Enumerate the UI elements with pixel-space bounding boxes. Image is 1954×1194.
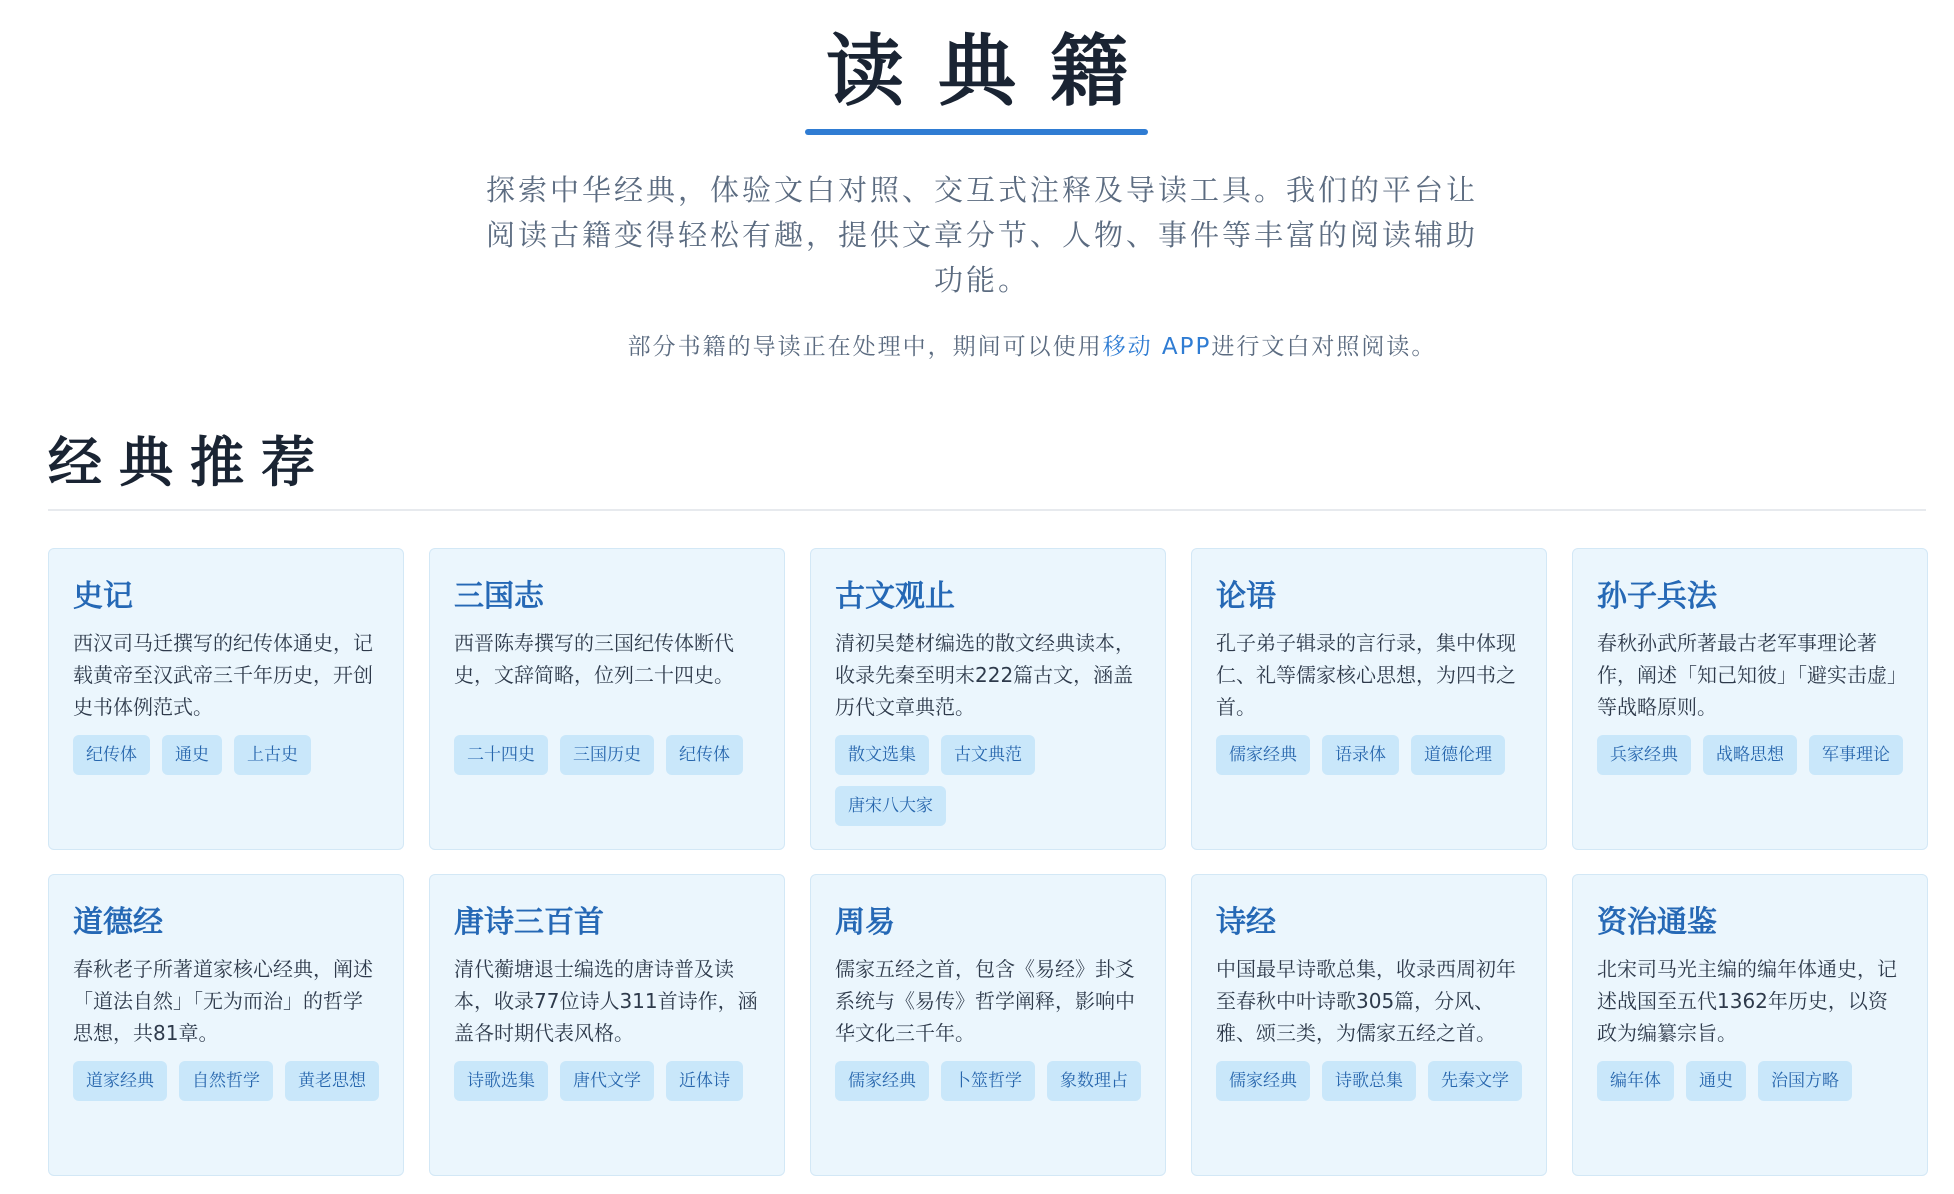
book-tag[interactable]: 兵家经典 xyxy=(1597,735,1691,775)
book-description: 西晋陈寿撰写的三国纪传体断代史，文辞简略，位列二十四史。 xyxy=(454,631,734,687)
section-divider xyxy=(48,509,1926,511)
book-tag[interactable]: 道德伦理 xyxy=(1411,735,1505,775)
book-tag[interactable]: 先秦文学 xyxy=(1428,1061,1522,1101)
section-title: 经典推荐 xyxy=(48,431,332,494)
book-tag[interactable]: 军事理论 xyxy=(1809,735,1903,775)
book-tag[interactable]: 战略思想 xyxy=(1703,735,1797,775)
book-tag[interactable]: 儒家经典 xyxy=(835,1061,929,1101)
book-tag[interactable]: 儒家经典 xyxy=(1216,1061,1310,1101)
book-tags xyxy=(1216,735,1522,775)
site-title: 读典籍 xyxy=(825,27,1162,117)
book-tag[interactable]: 纪传体 xyxy=(73,735,150,775)
book-title[interactable]: 道德经 xyxy=(73,905,163,940)
book-tag[interactable]: 古文典范 xyxy=(941,735,1035,775)
book-description: 儒家五经之首，包含《易经》卦爻系统与《易传》哲学阐释，影响中华文化三千年。 xyxy=(835,957,1135,1045)
book-description: 清初吴楚材编选的散文经典读本，收录先秦至明末222篇古文，涵盖历代文章典范。 xyxy=(835,631,1135,719)
book-title[interactable]: 周易 xyxy=(835,905,895,940)
book-title[interactable]: 资治通鉴 xyxy=(1597,905,1717,940)
book-grid xyxy=(48,548,1928,1176)
book-description: 中国最早诗歌总集，收录西周初年至春秋中叶诗歌305篇，分风、雅、颂三类，为儒家五经之首。 xyxy=(1216,957,1516,1045)
book-description: 春秋老子所著道家核心经典，阐述「道法自然」「无为而治」的哲学思想，共81章。 xyxy=(73,957,373,1045)
book-title[interactable]: 孙子兵法 xyxy=(1597,579,1717,614)
book-tag[interactable]: 道家经典 xyxy=(73,1061,167,1101)
book-tag[interactable]: 通史 xyxy=(162,735,222,775)
book-tag[interactable]: 语录体 xyxy=(1322,735,1399,775)
book-card[interactable] xyxy=(1191,874,1547,1176)
book-tags xyxy=(73,735,379,775)
title-underline xyxy=(805,129,1148,135)
book-description: 春秋孙武所著最古老军事理论著作，阐述「知己知彼」「避实击虚」等战略原则。 xyxy=(1597,631,1897,719)
book-title[interactable]: 论语 xyxy=(1216,579,1276,614)
book-tag[interactable]: 诗歌总集 xyxy=(1322,1061,1416,1101)
book-tags xyxy=(1216,1061,1522,1101)
book-card[interactable] xyxy=(810,548,1166,850)
book-card[interactable] xyxy=(429,548,785,850)
book-tag[interactable]: 二十四史 xyxy=(454,735,548,775)
book-card[interactable] xyxy=(48,874,404,1176)
book-tag[interactable]: 编年体 xyxy=(1597,1061,1674,1101)
book-description: 西汉司马迁撰写的纪传体通史，记载黄帝至汉武帝三千年历史，开创史书体例范式。 xyxy=(73,631,373,719)
notice-prefix: 部分书籍的导读正在处理中，期间可以使用 xyxy=(627,334,1103,360)
book-tag[interactable]: 黄老思想 xyxy=(285,1061,379,1101)
book-tags xyxy=(1597,735,1903,775)
book-tags xyxy=(454,1061,760,1101)
book-tags xyxy=(454,735,760,775)
book-tag[interactable]: 上古史 xyxy=(234,735,311,775)
book-description: 孔子弟子辑录的言行录，集中体现仁、礼等儒家核心思想，为四书之首。 xyxy=(1216,631,1516,719)
book-tag[interactable]: 唐宋八大家 xyxy=(835,786,946,826)
book-tag[interactable]: 散文选集 xyxy=(835,735,929,775)
book-tags xyxy=(1597,1061,1903,1101)
book-tags xyxy=(73,1061,379,1101)
book-description: 清代蘅塘退士编选的唐诗普及读本，收录77位诗人311首诗作，涵盖各时期代表风格。 xyxy=(454,957,758,1045)
book-tag[interactable]: 象数理占 xyxy=(1047,1061,1141,1101)
book-title[interactable]: 三国志 xyxy=(454,579,544,614)
mobile-app-link[interactable]: 移动 APP xyxy=(1102,334,1212,360)
book-title[interactable]: 史记 xyxy=(73,579,133,614)
book-tag[interactable]: 儒家经典 xyxy=(1216,735,1310,775)
book-title[interactable]: 古文观止 xyxy=(835,579,955,614)
book-tag[interactable]: 纪传体 xyxy=(666,735,743,775)
notice-suffix: 进行文白对照阅读。 xyxy=(1211,334,1437,360)
book-card[interactable] xyxy=(810,874,1166,1176)
book-card[interactable] xyxy=(48,548,404,850)
book-tags xyxy=(835,735,1141,826)
intro-text: 探索中华经典，体验文白对照、交互式注释及导读工具。我们的平台让阅读古籍变得轻松有趣，提供文章分节、人物、事件等丰富的阅读辅助功能。 xyxy=(485,173,1478,297)
book-title[interactable]: 唐诗三百首 xyxy=(454,905,604,940)
book-tag[interactable]: 唐代文学 xyxy=(560,1061,654,1101)
book-tag[interactable]: 自然哲学 xyxy=(179,1061,273,1101)
book-card[interactable] xyxy=(1572,548,1928,850)
book-card[interactable] xyxy=(1572,874,1928,1176)
book-tag[interactable]: 通史 xyxy=(1686,1061,1746,1101)
book-card[interactable] xyxy=(1191,548,1547,850)
book-tag[interactable]: 近体诗 xyxy=(666,1061,743,1101)
book-tag[interactable]: 治国方略 xyxy=(1758,1061,1852,1101)
book-card[interactable] xyxy=(429,874,785,1176)
book-tags xyxy=(835,1061,1141,1101)
book-description: 北宋司马光主编的编年体通史，记述战国至五代1362年历史，以资政为编纂宗旨。 xyxy=(1597,957,1897,1045)
book-tag[interactable]: 卜筮哲学 xyxy=(941,1061,1035,1101)
processing-notice xyxy=(482,330,1582,364)
book-title[interactable]: 诗经 xyxy=(1216,905,1276,940)
book-tag[interactable]: 三国历史 xyxy=(560,735,654,775)
book-tag[interactable]: 诗歌选集 xyxy=(454,1061,548,1101)
